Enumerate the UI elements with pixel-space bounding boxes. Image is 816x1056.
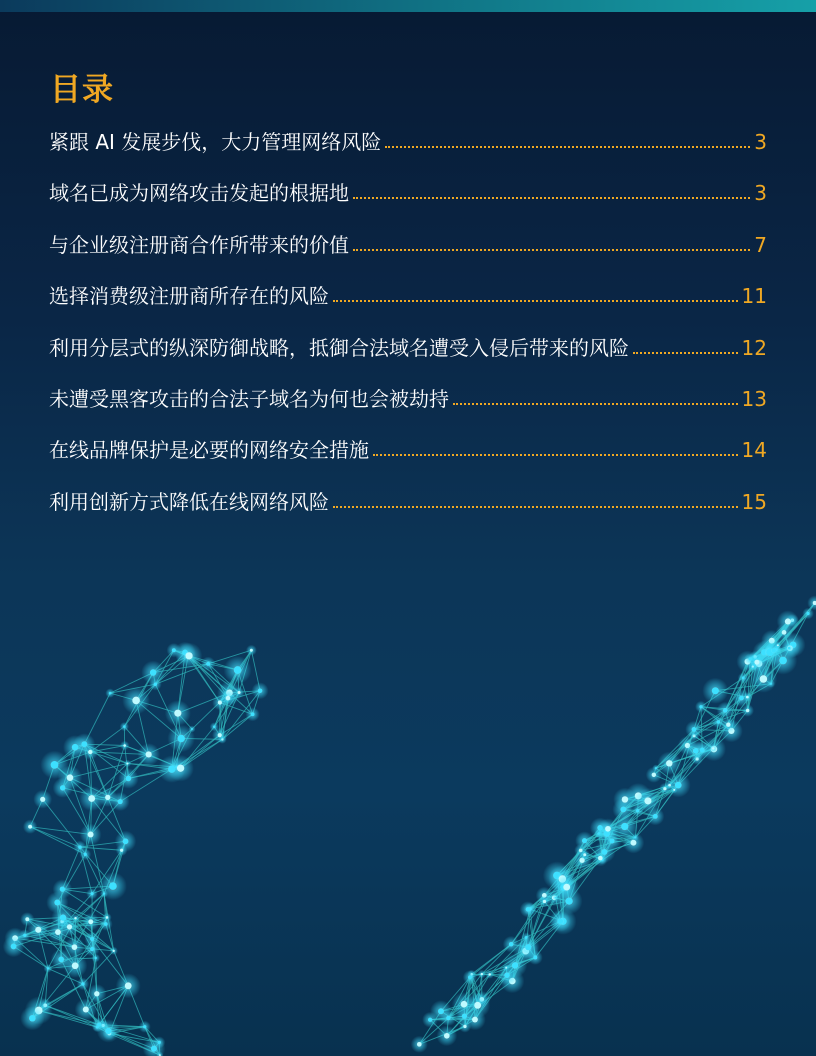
mesh-node (84, 853, 87, 856)
mesh-node (779, 657, 787, 665)
mesh-node (94, 991, 99, 996)
mesh-node (583, 853, 586, 856)
mesh-node (777, 644, 779, 646)
mesh-node (699, 705, 702, 708)
dot-leader (353, 195, 750, 199)
mesh-node (72, 944, 78, 950)
mesh-node (754, 660, 759, 665)
toc-entry-page: 11 (741, 284, 767, 309)
mesh-node (143, 1025, 146, 1028)
toc-entry-title: 在线品牌保护是必要的网络安全措施 (49, 438, 369, 463)
mesh-node (526, 907, 530, 911)
mesh-node (109, 692, 112, 695)
toc-entry-page: 14 (741, 438, 767, 463)
mesh-node (123, 838, 129, 844)
toc-entry[interactable] (49, 486, 767, 537)
mesh-node (146, 751, 152, 757)
page-title: 目录 (50, 72, 114, 108)
mesh-node (123, 725, 126, 728)
toc-entry-page: 3 (754, 130, 767, 154)
mesh-node (83, 1006, 89, 1012)
mesh-node (693, 748, 699, 754)
mesh-node (104, 922, 108, 926)
mesh-node (807, 612, 810, 615)
mesh-node (555, 897, 557, 899)
mesh-node (726, 723, 730, 727)
mesh-node (95, 957, 97, 959)
mesh-node (666, 760, 672, 766)
mesh-node (582, 838, 587, 843)
mesh-node (251, 712, 255, 716)
mesh-node (250, 649, 253, 652)
dot-leader (633, 350, 738, 354)
toc-entry-title: 利用分层式的纵深防御战略，抵御合法域名遭受入侵后带来的风险 (49, 335, 629, 360)
toc-entry-title: 紧跟 AI 发展步伐，大力管理网络风险 (49, 130, 382, 154)
mesh-node (653, 814, 658, 819)
mesh-node (428, 1018, 432, 1022)
mesh-node (174, 710, 181, 717)
mesh-node (717, 720, 721, 724)
mesh-node (557, 918, 563, 924)
mesh-node (35, 927, 41, 933)
mesh-node (525, 944, 531, 950)
mesh-node (88, 832, 94, 838)
dot-leader (333, 298, 738, 302)
toc-entry[interactable] (49, 229, 767, 280)
mesh-node (72, 962, 79, 969)
toc-entry[interactable] (49, 383, 767, 434)
toc-entry-title: 利用创新方式降低在线网络风险 (49, 489, 329, 514)
mesh-node (123, 744, 126, 747)
mesh-node (673, 789, 675, 791)
mesh-node (238, 691, 241, 694)
toc-entry[interactable] (49, 177, 767, 228)
mesh-node (598, 856, 603, 861)
mesh-node (543, 900, 546, 903)
mesh-node (88, 750, 92, 754)
toc-entry-page: 3 (754, 181, 767, 206)
dot-leader (333, 504, 738, 508)
mesh-node (712, 747, 714, 749)
mesh-node (88, 795, 95, 802)
mesh-node (760, 675, 768, 683)
mesh-node (444, 1033, 450, 1039)
mesh-node (78, 845, 82, 849)
mesh-node (125, 982, 132, 989)
toc-entry-title: 选择消费级注册商所存在的风险 (49, 284, 329, 309)
mesh-node (91, 892, 94, 895)
mesh-node (438, 1008, 444, 1014)
mesh-node (509, 942, 514, 947)
mesh-node (258, 688, 263, 693)
mesh-node (746, 709, 749, 712)
mesh-node (113, 950, 115, 952)
mesh-node (621, 823, 628, 830)
mesh-node (234, 666, 242, 674)
mesh-node (185, 652, 192, 659)
dot-leader (353, 247, 750, 251)
mesh-node (172, 648, 176, 652)
toc-entry-title: 与企业级注册商合作所带来的价值 (49, 232, 349, 257)
top-accent-bar (0, 0, 816, 12)
mesh-node (109, 882, 117, 890)
mesh-node (88, 919, 93, 924)
mesh-node (481, 973, 483, 975)
mesh-node (29, 1015, 36, 1022)
network-mesh-illustration (0, 580, 816, 1056)
mesh-node (28, 825, 32, 829)
mesh-node (11, 943, 17, 949)
dot-leader (453, 401, 738, 405)
mesh-node (746, 696, 749, 699)
mesh-node (634, 836, 636, 838)
mesh-node (106, 916, 109, 919)
mesh-node (126, 776, 132, 782)
mesh-node (40, 797, 45, 802)
mesh-node (504, 972, 510, 978)
mesh-node (177, 735, 184, 742)
mesh-node (770, 683, 772, 685)
mesh-node (463, 1025, 466, 1028)
mesh-node (177, 765, 184, 772)
mesh-node (461, 1001, 468, 1008)
mesh-node (652, 773, 656, 777)
mesh-node (213, 726, 216, 729)
mesh-node (105, 795, 110, 800)
mesh-node (563, 884, 570, 891)
toc-entry-title: 未遭受黑客攻击的合法子域名为何也会被劫持 (49, 386, 449, 411)
mesh-node (742, 676, 745, 679)
mesh-node (60, 886, 65, 891)
mesh-node (51, 761, 59, 769)
mesh-node (712, 687, 719, 694)
toc-entry-page: 7 (754, 232, 767, 257)
toc-entry[interactable] (49, 126, 767, 177)
mesh-node (206, 662, 210, 666)
mesh-node (54, 900, 60, 906)
mesh-node (90, 937, 94, 941)
toc-entry[interactable] (49, 280, 767, 331)
mesh-node (785, 618, 791, 624)
mesh-node (74, 917, 76, 919)
mesh-node (605, 826, 611, 832)
mesh-node (105, 1028, 111, 1034)
mesh-node (468, 975, 472, 979)
toc-entry[interactable] (49, 434, 767, 485)
mesh-node (692, 727, 697, 732)
toc-entry-page: 13 (741, 386, 767, 411)
toc-entry-page: 15 (741, 489, 767, 514)
mesh-node (58, 957, 64, 963)
mesh-node (151, 1046, 157, 1052)
mesh-node (55, 929, 61, 935)
mesh-node (90, 947, 94, 951)
mesh-node (25, 917, 29, 921)
dot-leader (385, 144, 750, 148)
mesh-node (489, 973, 491, 975)
mesh-node (622, 796, 628, 802)
toc-entry-page: 12 (741, 335, 767, 360)
table-of-contents (49, 126, 767, 537)
mesh-node (67, 774, 74, 781)
mesh-node (47, 967, 49, 969)
mesh-node (226, 696, 231, 701)
mesh-node (668, 784, 671, 787)
mesh-node (126, 762, 128, 764)
mesh-node (723, 708, 728, 713)
mesh-node (417, 1042, 422, 1047)
toc-entry[interactable] (49, 332, 767, 383)
mesh-node (118, 799, 123, 804)
mesh-node (218, 733, 222, 737)
dot-leader (373, 452, 738, 456)
mesh-node (655, 767, 657, 769)
mesh-node (120, 849, 123, 852)
toc-entry-title: 域名已成为网络攻击发起的根据地 (49, 181, 349, 206)
mesh-node (81, 982, 84, 985)
mesh-node (132, 697, 140, 705)
mesh-node (644, 797, 651, 804)
mesh-node (150, 669, 157, 676)
